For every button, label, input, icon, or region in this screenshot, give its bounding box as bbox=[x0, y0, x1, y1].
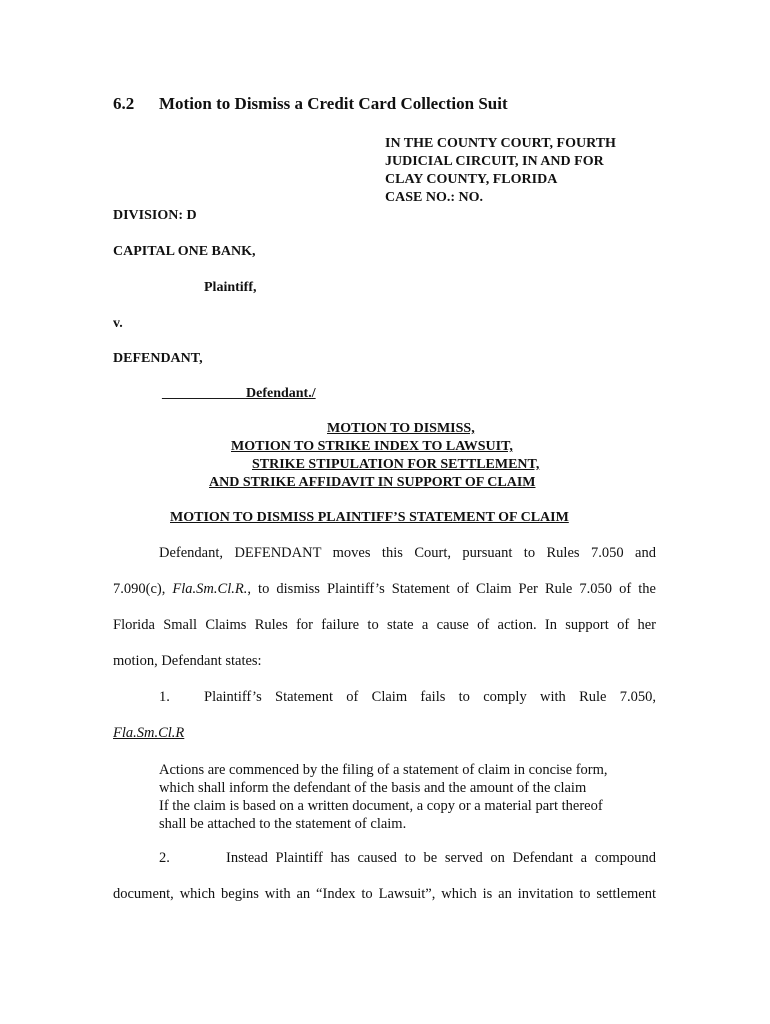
para2-text: Instead Plaintiff has caused to be served on Defendant a compound bbox=[226, 850, 656, 866]
para1-citation: Fla.Sm.Cl.R bbox=[113, 725, 185, 741]
section-title: Motion to Dismiss a Credit Card Collection Suit bbox=[159, 94, 508, 113]
division-label: DIVISION: D bbox=[113, 208, 197, 223]
defendant-blank: ____________ bbox=[162, 386, 246, 401]
motion-heading-1: MOTION TO DISMISS, bbox=[327, 421, 475, 436]
quote-line-4: shall be attached to the statement of claim. bbox=[159, 816, 407, 832]
plaintiff-role: Plaintiff, bbox=[204, 280, 257, 295]
plaintiff-name: CAPITAL ONE BANK, bbox=[113, 244, 256, 259]
motion-heading-2: MOTION TO STRIKE INDEX TO LAWSUIT, bbox=[231, 439, 513, 454]
para2-number: 2. bbox=[159, 850, 170, 866]
intro-line-4: motion, Defendant states: bbox=[113, 653, 262, 669]
defendant-role: Defendant./ bbox=[246, 386, 316, 401]
rule-citation: Fla.Sm.Cl.R. bbox=[172, 581, 248, 597]
intro-line-2-end: , to dismiss Plaintiff’s Statement of Claim Per Rule 7.050 of the bbox=[247, 581, 656, 597]
court-line-3: CLAY COUNTY, FLORIDA bbox=[385, 172, 558, 187]
intro-line-1: Defendant, DEFENDANT moves this Court, pursuant to Rules 7.050 and bbox=[159, 545, 656, 561]
defendant-name: DEFENDANT, bbox=[113, 351, 203, 366]
intro-line-3: Florida Small Claims Rules for failure to state a cause of action. In support of her bbox=[113, 617, 656, 633]
versus-label: v. bbox=[113, 316, 123, 331]
case-number: CASE NO.: NO. bbox=[385, 190, 484, 205]
defendant-signature-line bbox=[162, 386, 316, 402]
intro-line-2-start: 7.090(c), bbox=[113, 581, 173, 597]
para1-text: Plaintiff’s Statement of Claim fails to comply with Rule 7.050, bbox=[204, 689, 656, 705]
section-number: 6.2 bbox=[113, 94, 135, 113]
court-line-1: IN THE COUNTY COURT, FOURTH bbox=[385, 136, 616, 151]
intro-line-2 bbox=[113, 581, 656, 598]
quote-line-2: which shall inform the defendant of the basis and the amount of the claim bbox=[159, 780, 587, 796]
motion-heading-4: AND STRIKE AFFIDAVIT IN SUPPORT OF CLAIM bbox=[209, 475, 536, 490]
quote-line-1: Actions are commenced by the filing of a statement of claim in concise form, bbox=[159, 762, 608, 778]
quote-line-3: If the claim is based on a written document, a copy or a material part thereof bbox=[159, 798, 603, 814]
para1-number: 1. bbox=[159, 689, 170, 705]
court-line-2: JUDICIAL CIRCUIT, IN AND FOR bbox=[385, 154, 604, 169]
para2-line-2: document, which begins with an “Index to Lawsuit”, which is an invitation to settlement bbox=[113, 886, 656, 902]
motion-heading-3: STRIKE STIPULATION FOR SETTLEMENT, bbox=[252, 457, 540, 472]
sub-heading: MOTION TO DISMISS PLAINTIFF’S STATEMENT OF CLAIM bbox=[170, 510, 569, 525]
